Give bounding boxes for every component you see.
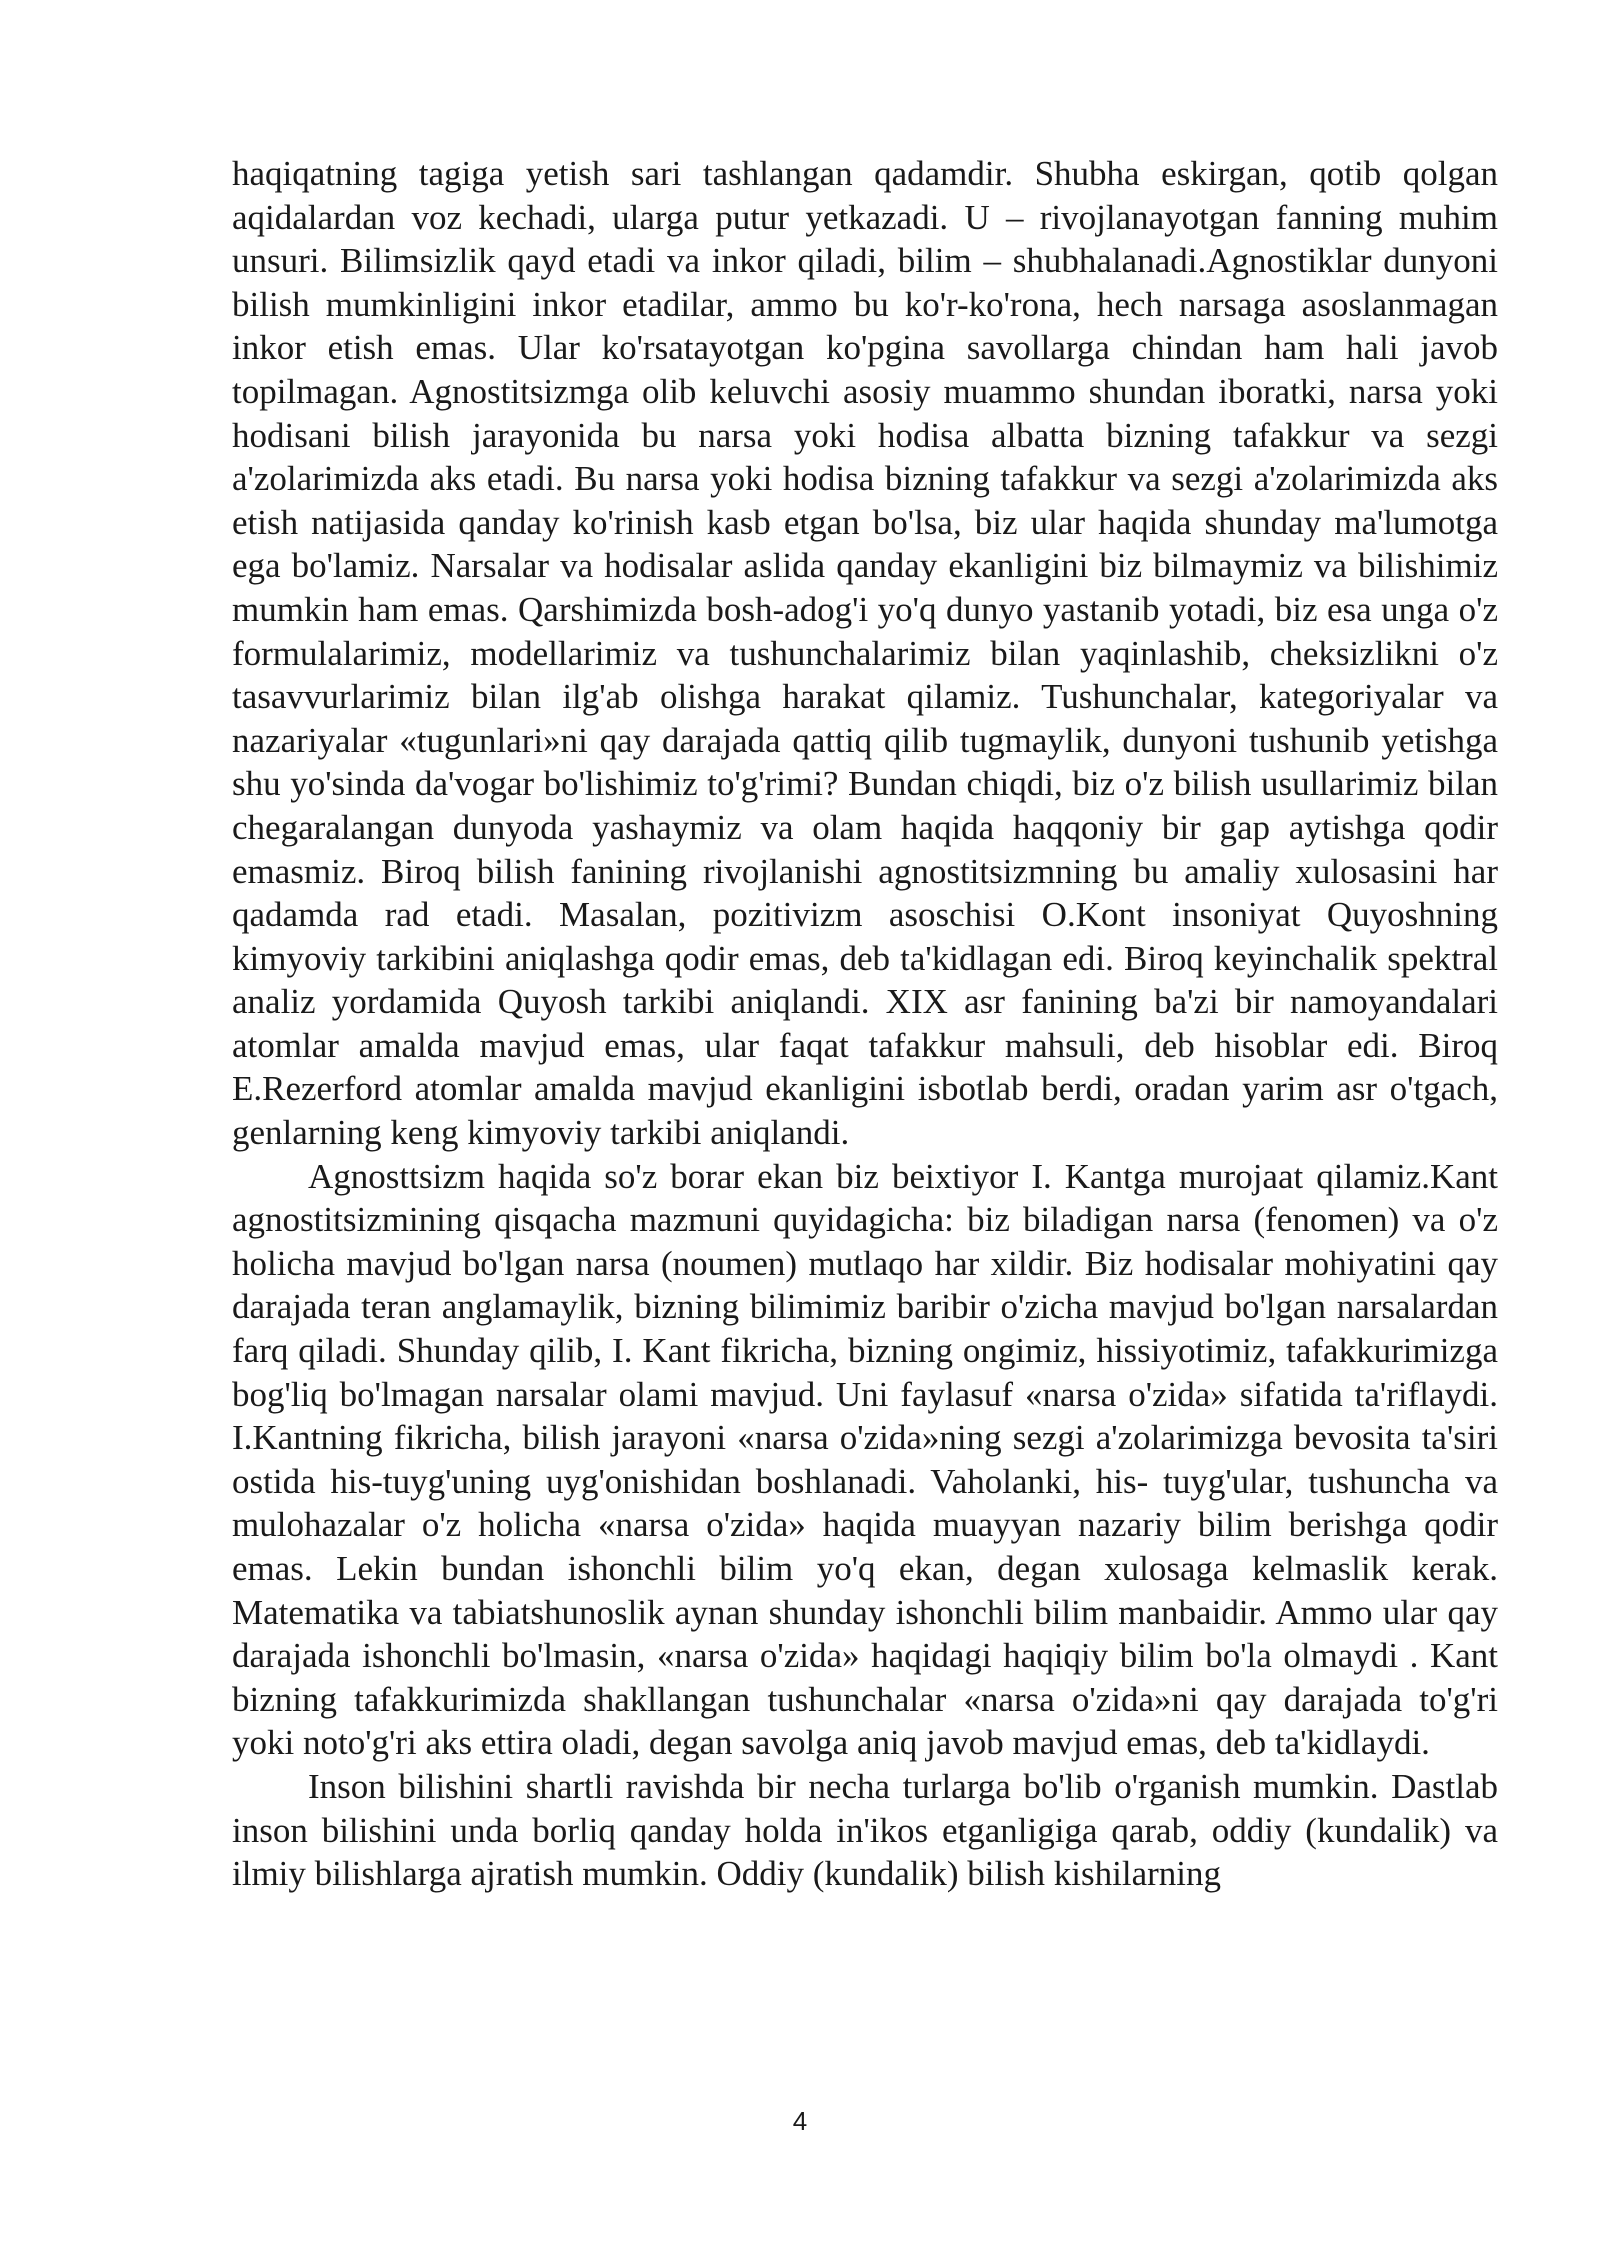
paragraph-types-of-cognition: Inson bilishini shartli ravishda bir necha turlarga bo'lib o'rganish mumkin. Dastlab inson bilishini unda borliq qanday holda in'ikos etganligiga qarab, oddiy (kundalik) va ilmiy bilishlarga ajratish mumkin. Oddiy (kundalik) bilish kishilarning [232, 1766, 1498, 1894]
paragraph-kant-agnosticism: Agnosttsizm haqida so'z borar ekan biz beixtiyor I. Kantga murojaat qilamiz.Kant agnostitsizmining qisqacha mazmuni quyidagicha: biz biladigan narsa (fenomen) va o'z holicha mavjud bo'lgan narsa (noumen) mutlaqo har xildir. Biz hodisalar mohiyatini qay darajada teran anglamaylik, bizning bilimimiz baribir o'zicha mavjud bo'lgan narsalardan farq qiladi. Shunday qilib, I. Kant fikricha, bizning ongimiz, hissiyotimiz, tafakkurimizga bog'liq bo'lmagan narsalar olami mavjud. Uni faylasuf «narsa o'zida» sifatida ta'riflaydi. I.Kantning fikricha, bilish jarayoni «narsa o'zida»ning sezgi a'zolarimizga bevosita ta'siri ostida his-tuyg'uning uyg'onishidan boshlanadi. Vaholanki, his- tuyg'ular, tushuncha va mulohazalar o'z holicha «narsa o'zida» haqida muayyan nazariy bilim berishga qodir emas. Lekin bundan ishonchli bilim yo'q ekan, degan xulosaga kelmaslik kerak. Matematika va tabiatshunoslik aynan shunday ishonchli bilim manbaidir. Ammo ular qay darajada ishonchli bo'lmasin, «narsa o'zida» haqidagi haqiqiy bilim bo'la olmaydi . Kant bizning tafakkurimizda shakllangan tushunchalar «narsa o'zida»ni qay darajada to'g'ri yoki noto'g'ri aks ettira oladi, degan savolga aniq javob mavjud emas, deb ta'kidlaydi. [232, 1156, 1498, 1763]
paragraph-continuation: haqiqatning tagiga yetish sari tashlangan qadamdir. Shubha eskirgan, qotib qolgan aqidalardan voz kechadi, ularga putur yetkazadi. U – rivojlanayotgan fanning muhim unsuri. Bilimsizlik qayd etadi va inkor qiladi, bilim – shubhalanadi.Agnostiklar dunyoni bilish mumkinligini inkor etadilar, ammo bu ko'r-ko'rona, hech narsaga asoslanmagan inkor etish emas. Ular ko'rsatayotgan ko'pgina savollarga chindan ham hali javob topilmagan. Agnostitsizmga olib keluvchi asosiy muammo shundan iboratki, narsa yoki hodisani bilish jarayonida bu narsa yoki hodisa albatta bizning tafakkur va sezgi a'zolarimizda aks etadi. Bu narsa yoki hodisa bizning tafakkur va sezgi a'zolarimizda aks etish natijasida qanday ko'rinish kasb etgan bo'lsa, biz ular haqida shunday ma'lumotga ega bo'lamiz. Narsalar va hodisalar aslida qanday ekanligini biz bilmaymiz va bilishimiz mumkin ham emas. Qarshimizda bosh-adog'i yo'q dunyo yastanib yotadi, biz esa unga o'z formulalarimiz, modellarimiz va tushunchalarimiz bilan yaqinlashib, cheksizlikni o'z tasavvurlarimiz bilan ilg'ab olishga harakat qilamiz. Tushunchalar, kategoriyalar va nazariyalar «tugunlari»ni qay darajada qattiq qilib tugmaylik, dunyoni tushunib yetishga shu yo'sinda da'vogar bo'lishimiz to'g'rimi? Bundan chiqdi, biz o'z bilish usullarimiz bilan chegaralangan dunyoda yashaymiz va olam haqida haqqoniy bir gap aytishga qodir emasmiz. Biroq bilish fanining rivojlanishi agnostitsizmning bu amaliy xulosasini har qadamda rad etadi. Masalan, pozitivizm asoschisi O.Kont insoniyat Quyoshning kimyoviy tarkibini aniqlashga qodir emas, deb ta'kidlagan edi. Biroq keyinchalik spektral analiz yordamida Quyosh tarkibi aniqlandi. XIX asr fanining ba'zi bir namoyandalari atomlar amalda mavjud emas, ular faqat tafakkur mahsuli, deb hisoblar edi. Biroq E.Rezerford atomlar amalda mavjud ekanligini isbotlab berdi, oradan yarim asr o'tgach, genlarning keng kimyoviy tarkibi aniqlandi. [232, 154, 1498, 1153]
body-text [232, 152, 1498, 1896]
page-number: 4 [792, 2106, 808, 2136]
